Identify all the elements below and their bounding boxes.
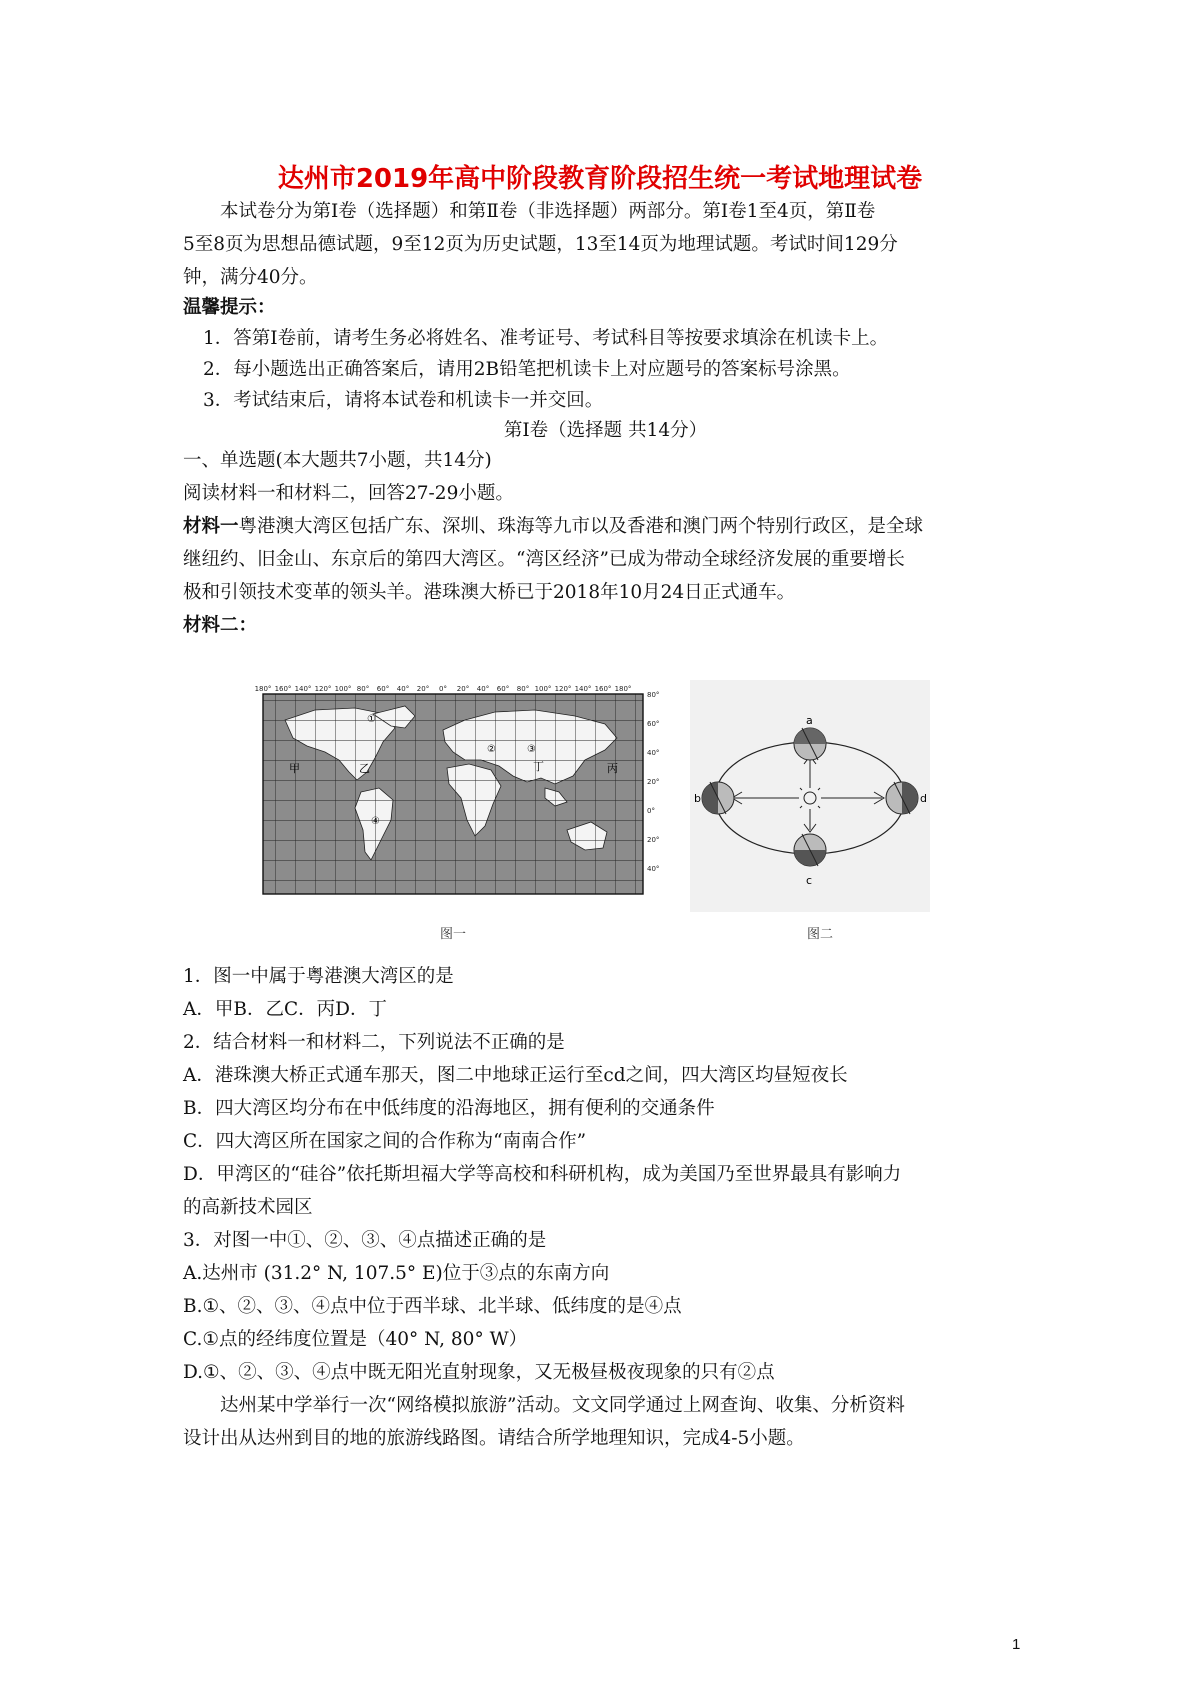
map-lon-label: 60° bbox=[376, 685, 390, 693]
map-lon-label: 0° bbox=[439, 685, 447, 693]
map-lon-label: 160° bbox=[594, 685, 612, 693]
question-3-option-c: C.①点的经纬度位置是（40° N, 80° W） bbox=[183, 1329, 528, 1350]
point-label-1: ① bbox=[367, 714, 376, 725]
map-lon-label: 60° bbox=[496, 685, 510, 693]
label-d: d bbox=[920, 792, 927, 805]
closing-line-1: 达州某中学举行一次“网络模拟旅游”活动。文文同学通过上网查询、收集、分析资料 bbox=[220, 1395, 905, 1416]
region-label-bing: 丙 bbox=[607, 762, 618, 775]
page-number: 1 bbox=[1012, 1636, 1021, 1653]
map-lon-label: 40° bbox=[476, 685, 490, 693]
map-lon-label: 180° bbox=[255, 685, 272, 693]
material2-label: 材料二： bbox=[183, 615, 258, 636]
question-1: 1．图一中属于粤港澳大湾区的是 bbox=[183, 966, 454, 987]
label-c: c bbox=[806, 874, 813, 887]
point-label-2: ② bbox=[487, 744, 496, 755]
map-lat-label: 40° bbox=[647, 865, 660, 873]
map-lat-label: 80° bbox=[647, 691, 660, 699]
figure1-caption: 图一 bbox=[439, 927, 467, 940]
map-lat-label: 20° bbox=[647, 778, 660, 786]
intro-line-3: 钟，满分40分。 bbox=[183, 267, 318, 288]
map-lon-label: 40° bbox=[396, 685, 410, 693]
map-lon-label: 20° bbox=[416, 685, 430, 693]
point-label-3: ③ bbox=[527, 744, 536, 755]
map-lat-label: 40° bbox=[647, 749, 660, 757]
closing-line-2: 设计出从达州到目的地的旅游线路图。请结合所学地理知识，完成4-5小题。 bbox=[183, 1428, 805, 1449]
intro-line-2: 5至8页为思想品德试题，9至12页为历史试题，13至14页为地理试题。考试时间129分 bbox=[183, 234, 898, 255]
material1-text-1: 粤港澳大湾区包括广东、深圳、珠海等九市以及香港和澳门两个特别行政区，是全球 bbox=[238, 516, 924, 537]
map-lon-label: 20° bbox=[456, 685, 470, 693]
intro-line-1: 本试卷分为第Ⅰ卷（选择题）和第Ⅱ卷（非选择题）两部分。第Ⅰ卷1至4页，第Ⅱ卷 bbox=[220, 201, 876, 222]
question-2-option-b: B．四大湾区均分布在中低纬度的沿海地区，拥有便利的交通条件 bbox=[183, 1098, 715, 1119]
map-lon-label: 140° bbox=[574, 685, 592, 693]
exam-title: 达州市2019年高中阶段教育阶段招生统一考试地理试卷 bbox=[277, 164, 923, 194]
region-label-yi: 乙 bbox=[359, 762, 370, 775]
question-3-option-b: B.①、②、③、④点中位于西半球、北半球、低纬度的是④点 bbox=[183, 1296, 682, 1317]
question-2-option-d-cont: 的高新技术园区 bbox=[183, 1197, 313, 1218]
material1-line-1 bbox=[183, 510, 1028, 543]
tip-1: 1．答第Ⅰ卷前，请考生务必将姓名、准考证号、考试科目等按要求填涂在机读卡上。 bbox=[203, 328, 889, 349]
earth-position-c bbox=[794, 834, 826, 866]
earth-position-a bbox=[794, 728, 826, 760]
question-3-option-d: D.①、②、③、④点中既无阳光直射现象，又无极昼极夜现象的只有②点 bbox=[183, 1362, 775, 1383]
map-lon-label: 80° bbox=[516, 685, 530, 693]
figure2-earth-orbit bbox=[690, 680, 930, 940]
question-2-option-c: C．四大湾区所在国家之间的合作称为“南南合作” bbox=[183, 1131, 587, 1152]
material1-line-3: 极和引领技术变革的领头羊。港珠澳大桥已于2018年10月24日正式通车。 bbox=[183, 582, 796, 603]
label-a: a bbox=[806, 714, 813, 727]
map-lat-label: 0° bbox=[647, 807, 655, 815]
map-lon-label: 80° bbox=[356, 685, 370, 693]
point-label-4: ④ bbox=[371, 816, 380, 827]
tip-2: 2．每小题选出正确答案后，请用2B铅笔把机读卡上对应题号的答案标号涂黑。 bbox=[203, 359, 851, 380]
map-lon-label: 160° bbox=[274, 685, 292, 693]
tip-3: 3．考试结束后，请将本试卷和机读卡一并交回。 bbox=[203, 390, 604, 411]
question-3-option-a: A.达州市 (31.2° N, 107.5° E)位于③点的东南方向 bbox=[183, 1263, 610, 1284]
question-1-options: A．甲B．乙C．丙D．丁 bbox=[183, 999, 387, 1020]
part-one-heading: 一、单选题(本大题共7小题，共14分) bbox=[183, 450, 492, 471]
earth-position-b bbox=[702, 782, 734, 814]
map-lat-label: 60° bbox=[647, 720, 660, 728]
region-label-jia: 甲 bbox=[289, 762, 300, 775]
question-2-option-d: D．甲湾区的“硅谷”依托斯坦福大学等高校和科研机构，成为美国乃至世界最具有影响力 bbox=[183, 1164, 902, 1185]
question-2-option-a: A．港珠澳大桥正式通车那天，图二中地球正运行至cd之间，四大湾区均昼短夜长 bbox=[183, 1065, 848, 1086]
label-b: b bbox=[694, 792, 701, 805]
map-lon-label: 100° bbox=[334, 685, 352, 693]
question-2: 2．结合材料一和材料二，下列说法不正确的是 bbox=[183, 1032, 565, 1053]
section-title: 第Ⅰ卷（选择题 共14分） bbox=[503, 420, 708, 441]
map-lon-label: 100° bbox=[534, 685, 552, 693]
earth-position-d bbox=[886, 782, 918, 814]
question-3: 3．对图一中①、②、③、④点描述正确的是 bbox=[183, 1230, 547, 1251]
tips-heading: 温馨提示： bbox=[183, 297, 276, 318]
read-instruction: 阅读材料一和材料二，回答27-29小题。 bbox=[183, 483, 514, 504]
material1-line-2: 继纽约、旧金山、东京后的第四大湾区。“湾区经济”已成为带动全球经济发展的重要增长 bbox=[183, 549, 905, 570]
material1-label: 材料一 bbox=[183, 516, 239, 537]
region-label-ding: 丁 bbox=[533, 760, 544, 773]
figure1-world-map bbox=[255, 680, 675, 940]
map-lon-label: 140° bbox=[294, 685, 312, 693]
figure2-caption: 图二 bbox=[806, 927, 834, 940]
map-lon-label: 120° bbox=[554, 685, 572, 693]
map-lat-label: 20° bbox=[647, 836, 660, 844]
map-lon-label: 120° bbox=[314, 685, 332, 693]
map-lon-label: 180° bbox=[614, 685, 632, 693]
